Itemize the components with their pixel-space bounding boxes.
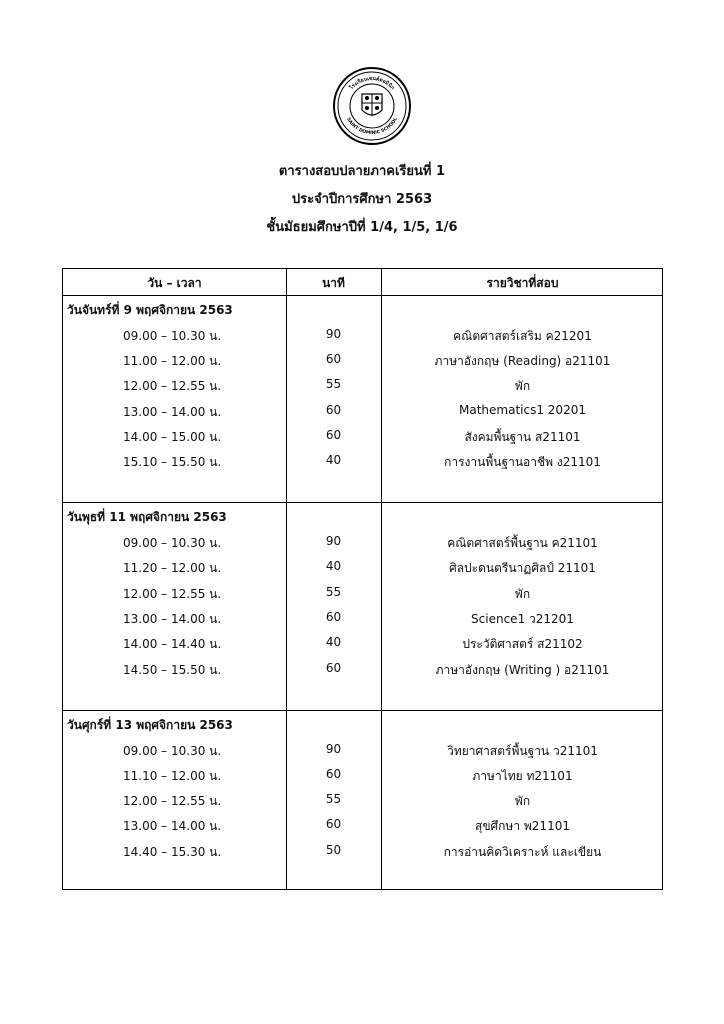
exam-subject: ภาษาอังกฤษ (Writing ) อ21101: [435, 663, 610, 677]
grade-level: ชั้นมัธยมศึกษาปีที่ 1/4, 1/5, 1/6: [266, 220, 458, 235]
exam-subject: พัก: [514, 587, 531, 601]
exam-time: 11.00 – 12.00 น.: [123, 354, 222, 368]
logo-text-top: โรงเรียนเซนต์ดอมินิก: [348, 75, 396, 92]
exam-minutes: 60: [325, 767, 342, 781]
table-row: [63, 843, 663, 863]
exam-subject: สุขศึกษา พ21101: [475, 819, 570, 833]
exam-time: 14.00 – 15.00 น.: [123, 430, 222, 444]
exam-subject: พัก: [514, 794, 531, 808]
exam-subject: ศิลปะดนตรีนาฏศิลป์ 21101: [449, 561, 596, 575]
exam-subject: คณิตศาสตร์เสริม ค21201: [453, 329, 592, 343]
table-row: [63, 661, 663, 681]
table-row: [63, 742, 663, 762]
exam-time: 13.00 – 14.00 น.: [123, 405, 222, 419]
column-header-time: วัน – เวลา: [147, 276, 202, 290]
day-divider: [63, 502, 662, 503]
exam-subject: Science1 ว21201: [471, 612, 574, 626]
table-row: [63, 767, 663, 787]
day-label: วันพุธที่ 11 พฤศจิกายน 2563: [67, 510, 227, 524]
exam-minutes: 40: [325, 635, 342, 649]
exam-minutes: 40: [325, 559, 342, 573]
exam-time: 12.00 – 12.55 น.: [123, 587, 222, 601]
exam-minutes: 90: [325, 742, 342, 756]
exam-time: 13.00 – 14.00 น.: [123, 612, 222, 626]
exam-schedule-table: [62, 268, 663, 890]
exam-time: 12.00 – 12.55 น.: [123, 379, 222, 393]
exam-minutes: 90: [325, 327, 342, 341]
exam-time: 13.00 – 14.00 น.: [123, 819, 222, 833]
exam-minutes: 55: [325, 585, 342, 599]
table-row: [63, 792, 663, 812]
exam-subject: คณิตศาสตร์พื้นฐาน ค21101: [447, 536, 598, 550]
exam-minutes: 40: [325, 453, 342, 467]
table-row: [63, 403, 663, 423]
logo-text-bottom: SAINT DOMINIC SCHOOL: [345, 117, 399, 137]
column-header-subject: รายวิชาที่สอบ: [486, 276, 559, 290]
exam-time: 14.40 – 15.30 น.: [123, 845, 222, 859]
column-header-minutes: นาที: [322, 276, 345, 290]
table-row: [63, 585, 663, 605]
day-label: วันศุกร์ที่ 13 พฤศจิกายน 2563: [67, 718, 233, 732]
exam-subject: ภาษาอังกฤษ (Reading) อ21101: [434, 354, 611, 368]
exam-subject: Mathematics1 20201: [459, 403, 586, 417]
exam-time: 14.50 – 15.50 น.: [123, 663, 222, 677]
school-seal-logo: [332, 66, 412, 146]
exam-time: 11.20 – 12.00 น.: [123, 561, 222, 575]
day-divider: [63, 710, 662, 711]
exam-time: 09.00 – 10.30 น.: [123, 744, 222, 758]
exam-minutes: 60: [325, 352, 342, 366]
exam-time: 12.00 – 12.55 น.: [123, 794, 222, 808]
exam-subject: ประวัติศาสตร์ ส21102: [462, 637, 583, 651]
header-divider: [63, 295, 662, 296]
exam-subject: วิทยาศาสตร์พื้นฐาน ว21101: [447, 744, 598, 758]
table-row: [63, 817, 663, 837]
exam-minutes: 90: [325, 534, 342, 548]
academic-year: ประจำปีการศึกษา 2563: [291, 192, 433, 207]
exam-subject: การอ่านคิดวิเคราะห์ และเขียน: [443, 845, 602, 859]
exam-subject: ภาษาไทย ท21101: [472, 769, 573, 783]
exam-minutes: 55: [325, 377, 342, 391]
exam-time: 11.10 – 12.00 น.: [123, 769, 222, 783]
exam-subject: การงานพื้นฐานอาชีพ ง21101: [444, 455, 601, 469]
exam-minutes: 60: [325, 428, 342, 442]
table-row: [63, 610, 663, 630]
exam-time: 15.10 – 15.50 น.: [123, 455, 222, 469]
table-row: [63, 534, 663, 554]
table-row: [63, 559, 663, 579]
exam-time: 09.00 – 10.30 น.: [123, 536, 222, 550]
exam-minutes: 60: [325, 817, 342, 831]
exam-subject: พัก: [514, 379, 531, 393]
exam-time: 14.00 – 14.40 น.: [123, 637, 222, 651]
table-row: [63, 635, 663, 655]
exam-minutes: 50: [325, 843, 342, 857]
day-label: วันจันทร์ที่ 9 พฤศจิกายน 2563: [67, 303, 233, 317]
exam-minutes: 60: [325, 610, 342, 624]
exam-time: 09.00 – 10.30 น.: [123, 329, 222, 343]
exam-minutes: 60: [325, 661, 342, 675]
table-row: [63, 428, 663, 448]
table-row: [63, 352, 663, 372]
exam-subject: สังคมพื้นฐาน ส21101: [464, 430, 581, 444]
table-row: [63, 377, 663, 397]
page-title: ตารางสอบปลายภาคเรียนที่ 1: [278, 164, 446, 179]
table-row: [63, 453, 663, 473]
table-row: [63, 327, 663, 347]
exam-minutes: 60: [325, 403, 342, 417]
exam-minutes: 55: [325, 792, 342, 806]
